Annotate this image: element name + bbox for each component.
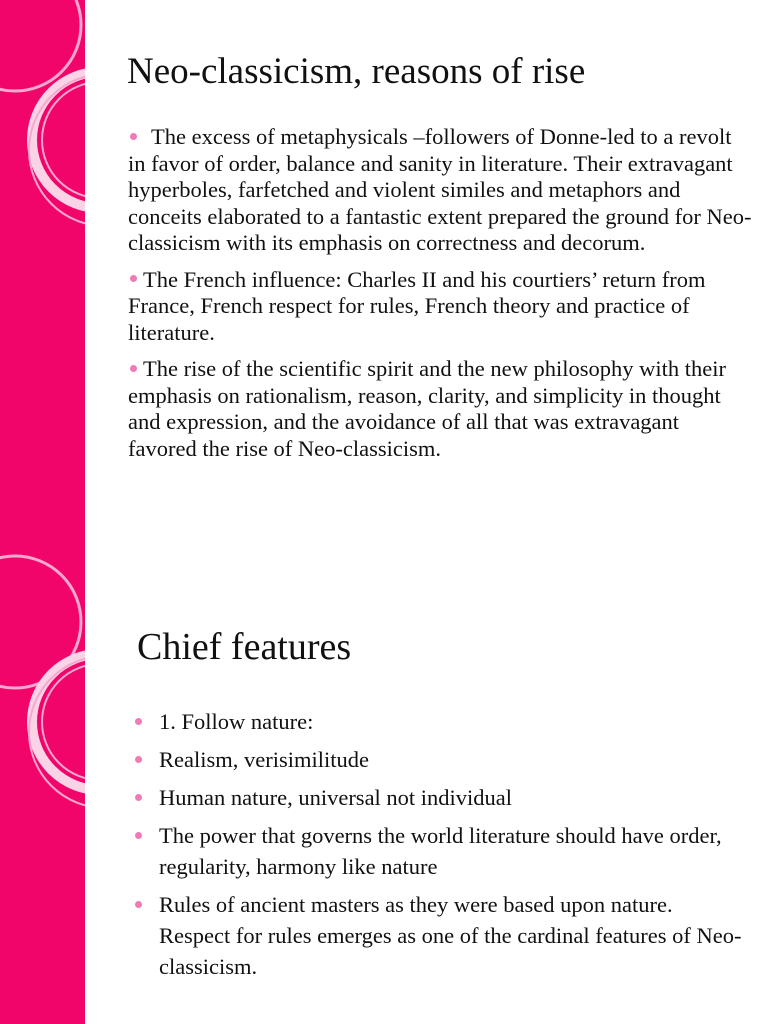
ring-icon xyxy=(0,0,85,512)
list-item: The power that governs the world literature should have order, regularity, harmony like nature xyxy=(135,820,745,882)
ring-icon xyxy=(0,512,85,1024)
list-item: Human nature, universal not individual xyxy=(135,782,745,813)
slide-title: Neo-classicism, reasons of rise xyxy=(127,51,586,92)
bullet-icon xyxy=(135,832,142,839)
list-item: 1. Follow nature: xyxy=(135,706,745,737)
slide-title: Chief features xyxy=(137,626,352,668)
bullet-icon xyxy=(135,718,142,725)
bullet-icon xyxy=(130,133,137,140)
bullet-icon xyxy=(130,275,137,282)
bullet-list xyxy=(128,124,752,472)
bullet-icon xyxy=(135,901,142,908)
list-item: Rules of ancient masters as they were based upon nature. Respect for rules emerges as one of the cardinal features of Neo-classicism. xyxy=(135,889,745,982)
bullet-icon xyxy=(135,794,142,801)
decorative-band xyxy=(0,0,85,512)
bullet-list xyxy=(135,706,745,989)
bullet-icon xyxy=(135,756,142,763)
decorative-band xyxy=(0,512,85,1024)
list-item: The rise of the scientific spirit and the new philosophy with their emphasis on rationalism, reason, clarity, and simplicity in thought and expression, and the avoidance of all that was extravagant favored the rise of Neo-classicism. xyxy=(128,356,726,461)
list-item: The excess of metaphysicals –followers of Donne-led to a revolt in favor of order, balance and sanity in literature. Their extravagant hyperboles, farfetched and violent similes and metaphors and conceits elaborated to a fantastic extent prepared the ground for Neo-classicism with its emphasis on correctness and decorum. xyxy=(128,124,752,255)
slide-2 xyxy=(0,512,768,1024)
list-item: The French influence: Charles II and his courtiers’ return from France, French respect for rules, French theory and practice of literature. xyxy=(128,266,706,345)
list-item: Realism, verisimilitude xyxy=(135,744,745,775)
bullet-icon xyxy=(130,365,137,372)
